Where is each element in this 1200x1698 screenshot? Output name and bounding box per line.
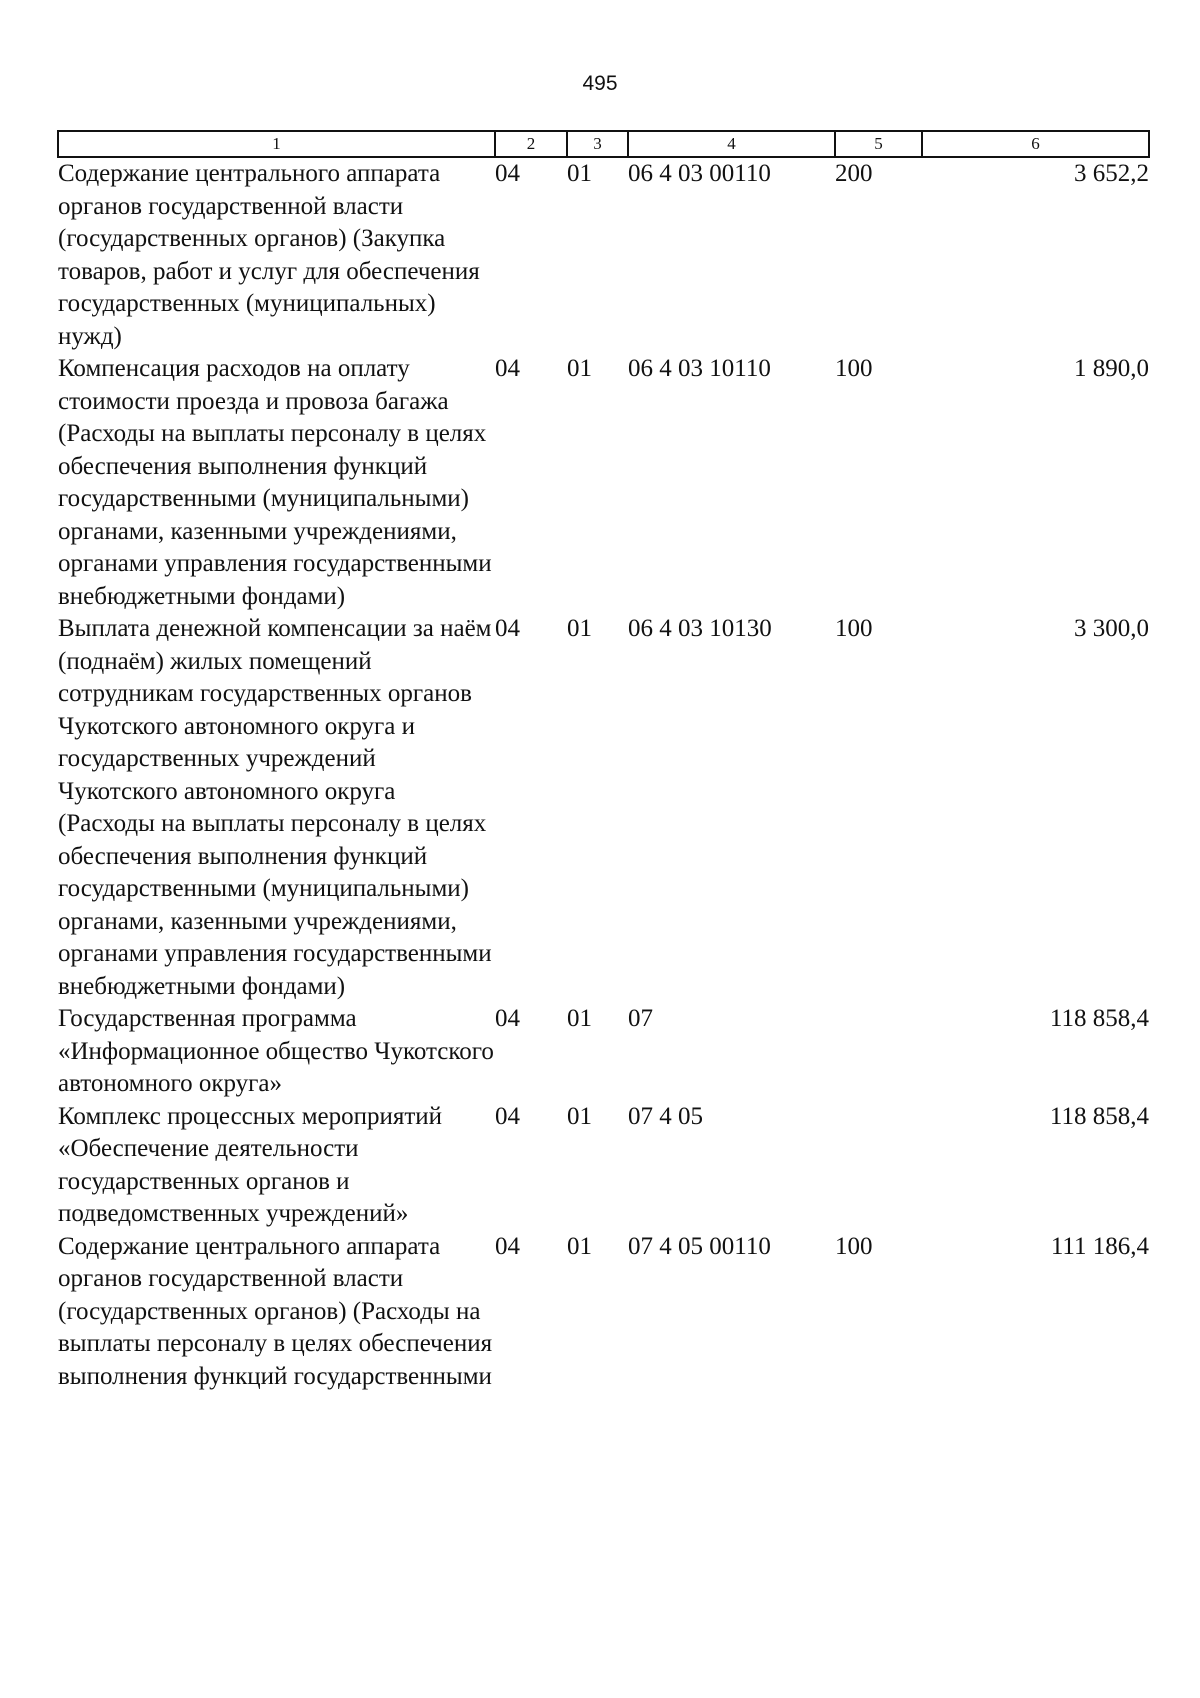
row-amount: 1 890,0 xyxy=(1074,355,1149,382)
row-subsection: 01 xyxy=(567,615,592,642)
row-expense-type xyxy=(835,1003,922,1101)
row-name: Содержание центрального аппарата органов государственной власти (государственных органов) (Расходы на выплаты персоналу в целях обеспечения выполнения функций государственными xyxy=(58,1232,493,1390)
row-section: 04 xyxy=(495,355,520,382)
row-expense-type: 100 xyxy=(835,615,873,642)
table-row xyxy=(58,157,1149,353)
row-expense-type xyxy=(835,1101,922,1231)
row-subsection: 01 xyxy=(567,1232,592,1260)
table-body xyxy=(58,157,1149,1393)
table-row xyxy=(58,613,1149,1003)
table-row xyxy=(58,1101,1149,1231)
row-subsection: 01 xyxy=(567,1102,592,1130)
row-expense-type: 100 xyxy=(835,355,873,382)
header-col-1: 1 xyxy=(58,131,495,157)
table-row xyxy=(58,1231,1149,1394)
header-col-5: 5 xyxy=(835,131,922,157)
row-amount: 3 300,0 xyxy=(1074,615,1149,642)
table-row xyxy=(58,1003,1149,1101)
budget-table xyxy=(57,130,1150,1393)
row-amount: 118 858,4 xyxy=(1049,1005,1149,1032)
row-amount: 118 858,4 xyxy=(1049,1102,1149,1130)
row-amount: 111 186,4 xyxy=(1050,1232,1149,1260)
header-row xyxy=(58,131,1149,157)
row-section: 04 xyxy=(495,615,520,642)
row-section: 04 xyxy=(495,160,520,187)
row-article: 06 4 03 00110 xyxy=(628,160,771,187)
header-col-2: 2 xyxy=(495,131,567,157)
row-name: Государственная программа «Информационное общество Чукотского автономного округа» xyxy=(58,1005,494,1097)
row-article: 07 4 05 xyxy=(628,1102,703,1130)
row-name: Компенсация расходов на оплату стоимости проезда и провоза багажа (Расходы на выплаты персоналу в целях обеспечения выполнения функций государственными (муниципальными) органами, казенными учреждениями, органами управления государственными внебюджетными фондами) xyxy=(58,355,492,610)
page-number: 495 xyxy=(582,72,618,95)
row-article: 07 4 05 00110 xyxy=(628,1232,771,1260)
row-name: Комплекс процессных мероприятий «Обеспечение деятельности государственных органов и подведомственных учреждений» xyxy=(58,1102,443,1227)
table-row xyxy=(58,353,1149,613)
row-name: Выплата денежной компенсации за наём (поднаём) жилых помещений сотрудникам государственных органов Чукотского автономного округа и государственных учреждений Чукотского автономного округа (Расходы на выплаты персоналу в целях обеспечения выполнения функций государственными (муниципальными) органами, казенными учреждениями, органами управления государственными внебюджетными фондами) xyxy=(58,615,492,1000)
header-col-3: 3 xyxy=(567,131,628,157)
row-subsection: 01 xyxy=(567,1005,592,1032)
row-section: 04 xyxy=(495,1005,520,1032)
row-article: 07 xyxy=(628,1005,653,1032)
row-expense-type: 100 xyxy=(835,1232,873,1260)
row-name: Содержание центрального аппарата органов государственной власти (государственных органов) (Закупка товаров, работ и услуг для обеспечения государственных (муниципальных) нужд) xyxy=(58,160,480,350)
table-header xyxy=(58,131,1149,157)
row-subsection: 01 xyxy=(567,355,592,382)
row-article: 06 4 03 10130 xyxy=(628,615,772,642)
header-col-4: 4 xyxy=(628,131,835,157)
row-expense-type: 200 xyxy=(835,160,873,187)
header-col-6: 6 xyxy=(922,131,1149,157)
row-section: 04 xyxy=(495,1232,520,1260)
row-section: 04 xyxy=(495,1102,520,1130)
row-subsection: 01 xyxy=(567,160,592,187)
row-amount: 3 652,2 xyxy=(1074,160,1149,187)
row-article: 06 4 03 10110 xyxy=(628,355,771,382)
